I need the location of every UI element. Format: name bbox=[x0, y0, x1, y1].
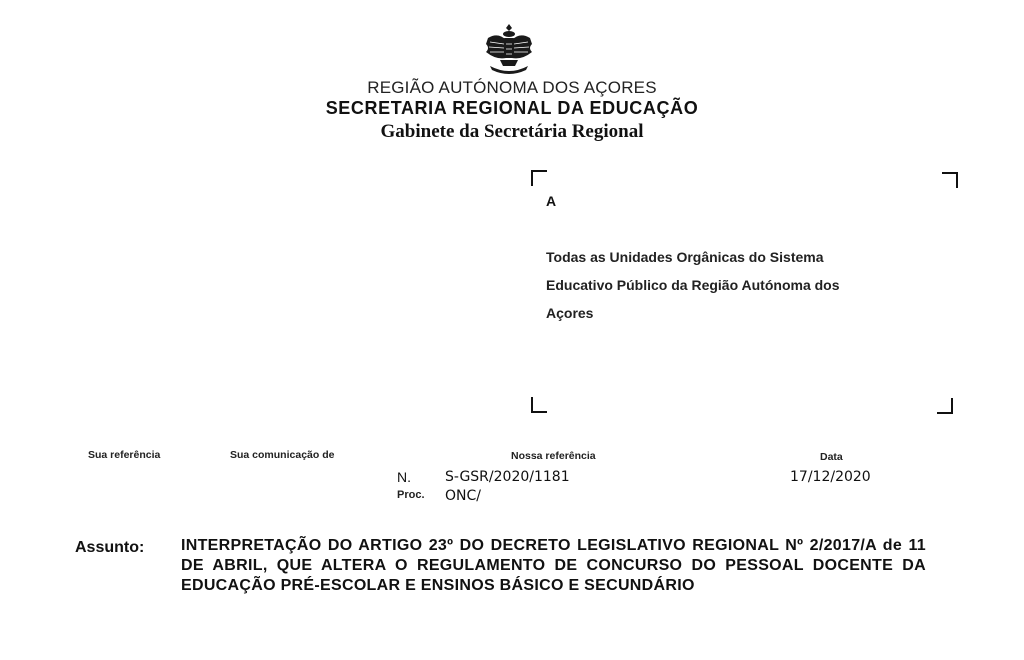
address-corner-top-right bbox=[942, 172, 958, 188]
subject-label: Assunto: bbox=[75, 539, 145, 556]
azores-coat-of-arms-icon bbox=[480, 22, 538, 78]
region-title: REGIÃO AUTÓNOMA DOS AÇORES bbox=[367, 78, 657, 97]
process-label: Proc. bbox=[397, 489, 425, 501]
sua-referencia-label: Sua referência bbox=[88, 449, 161, 461]
secretaria-title: SECRETARIA REGIONAL DA EDUCAÇÃO bbox=[325, 98, 699, 118]
address-corner-bottom-right bbox=[937, 398, 953, 414]
subject-text: INTERPRETAÇÃO DO ARTIGO 23º DO DECRETO LEGISLATIVO REGIONAL Nº 2/2017/A de 11 DE ABRIL, QUE ALTERA O REGULAMENTO DE CONCURSO DO PESSOAL DOCENTE DA EDUCAÇÃO PRÉ-ESCOLAR E ENSINOS BÁSICO E SECUNDÁRIO bbox=[181, 537, 926, 594]
recipient-line: Açores bbox=[546, 305, 594, 321]
recipient-line: Educativo Público da Região Autónoma dos bbox=[546, 277, 840, 293]
reference-number-value: S-GSR/2020/1181 bbox=[445, 469, 570, 485]
data-label: Data bbox=[820, 451, 843, 463]
address-corner-top-left bbox=[531, 170, 547, 186]
recipient-prefix: A bbox=[546, 193, 557, 209]
process-value: ONC/ bbox=[445, 488, 481, 504]
reference-number-label: N. bbox=[397, 469, 411, 485]
document-date: 17/12/2020 bbox=[790, 469, 871, 485]
recipient-line: Todas as Unidades Orgânicas do Sistema bbox=[546, 249, 824, 265]
address-corner-bottom-left bbox=[531, 397, 547, 413]
nossa-referencia-label: Nossa referência bbox=[511, 450, 596, 462]
sua-comunicacao-label: Sua comunicação de bbox=[230, 449, 335, 461]
gabinete-title: Gabinete da Secretária Regional bbox=[380, 121, 644, 142]
